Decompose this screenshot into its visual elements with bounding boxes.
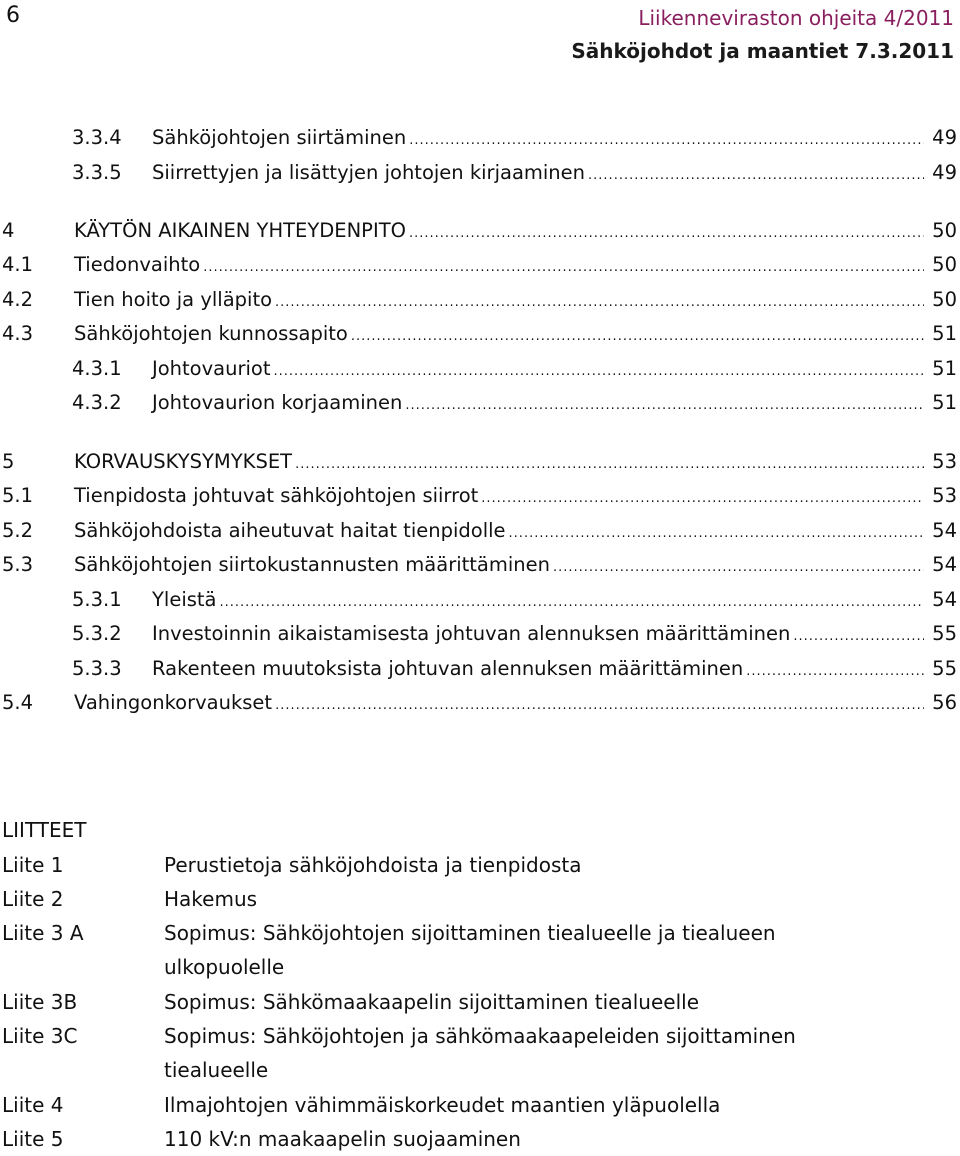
dot-leader [203,251,924,285]
toc-entry-number: 3.3.4 [72,126,122,149]
toc-entry-page: 51 [932,357,957,380]
toc-entry-number: 5.3 [2,553,34,576]
toc-entry-title: KORVAUSKYSYMYKSET [74,450,293,473]
appendix-label: Liite 3C [2,1024,78,1048]
dot-leader [295,448,924,482]
toc-entry-page: 51 [932,322,957,345]
toc-entry-page: 49 [932,126,957,149]
toc-entry[interactable] [0,317,957,351]
toc-entry-title: Sähköjohdoista aiheutuvat haitat tienpidolle [74,519,506,542]
toc-entry-page: 51 [932,391,957,414]
running-header [571,2,954,68]
toc-entry-number: 4.1 [2,253,34,276]
publication-title: Liikenneviraston ohjeita 4/2011 [638,6,954,30]
dot-leader [275,689,924,723]
dot-leader [220,586,925,620]
appendix-description: Perustietoja sähköjohdoista ja tienpidosta [164,853,582,877]
dot-leader [351,320,924,354]
toc-entry[interactable] [0,445,957,479]
toc-entry[interactable] [0,583,957,617]
toc-entry-title: Sähköjohtojen kunnossapito [74,322,348,345]
appendices-heading: LIITTEET [2,818,87,842]
toc-entry-page: 56 [932,691,957,714]
toc-entry-title: Rakenteen muutoksista johtuvan alennuksen määrittäminen [152,657,744,680]
dot-leader [746,655,924,689]
appendix-description: Sopimus: Sähkömaakaapelin sijoittaminen tiealueelle [164,990,700,1014]
toc-entry-number: 5.4 [2,691,34,714]
toc-entry-page: 53 [932,484,957,507]
dot-leader [509,517,924,551]
toc-entry[interactable] [0,214,957,248]
appendix-description: Sopimus: Sähköjohtojen sijoittaminen tiealueelle ja tiealueen ulkopuolelle [164,921,776,979]
toc-entry-title: Tien hoito ja ylläpito [74,288,273,311]
toc-entry-page: 50 [932,219,957,242]
dot-leader [405,389,924,423]
appendix-label: Liite 2 [2,887,64,911]
toc-entry-page: 50 [932,288,957,311]
toc-entry[interactable] [0,352,957,386]
dot-leader [481,482,924,516]
toc-entry-title: Investoinnin aikaistamisesta johtuvan alennuksen määrittäminen [152,622,791,645]
dot-leader [793,620,924,654]
toc-entry-number: 5.3.3 [72,657,122,680]
toc-entry-page: 54 [932,588,957,611]
appendix-label: Liite 3B [2,990,78,1014]
toc-entry-title: Yleistä [152,588,217,611]
toc-entry-title: Vahingonkorvaukset [74,691,273,714]
dot-leader [409,124,924,158]
document-title: Sähköjohdot ja maantiet 7.3.2011 [571,39,954,63]
appendix-description: Ilmajohtojen vähimmäiskorkeudet maantien yläpuolella [164,1093,721,1117]
toc-entry-number: 5.1 [2,484,34,507]
toc-entry-number: 4.3 [2,322,34,345]
appendix-label: Liite 4 [2,1093,64,1117]
toc-entry-page: 53 [932,450,957,473]
toc-entry-title: Tienpidosta johtuvat sähköjohtojen siirrot [74,484,479,507]
appendix-description: Hakemus [164,887,258,911]
toc-entry-number: 5.3.2 [72,622,122,645]
toc-entry-number: 3.3.5 [72,161,122,184]
toc-entry-number: 5 [2,450,15,473]
page-number: 6 [6,3,20,28]
toc-entry-title: Johtovauriot [152,357,271,380]
toc-entry-page: 55 [932,622,957,645]
appendix-label: Liite 5 [2,1127,64,1151]
toc-entry-number: 4.2 [2,288,34,311]
toc-entry[interactable] [0,386,957,420]
dot-leader [275,286,924,320]
toc-entry[interactable] [0,479,957,513]
toc-entry-page: 50 [932,253,957,276]
toc-entry-number: 4.3.1 [72,357,122,380]
toc-entry[interactable] [0,248,957,282]
toc-entry-number: 4 [2,219,15,242]
dot-leader [553,551,924,585]
toc-entry[interactable] [0,514,957,548]
toc-entry-title: Siirrettyjen ja lisättyjen johtojen kirjaaminen [152,161,586,184]
toc-entry-title: Sähköjohtojen siirtokustannusten määrittäminen [74,553,550,576]
toc-entry[interactable] [0,686,957,720]
dot-leader [588,159,924,193]
toc-entry[interactable] [0,548,957,582]
toc-entry-page: 49 [932,161,957,184]
toc-entry-number: 5.2 [2,519,34,542]
dot-leader [273,355,924,389]
toc-entry[interactable] [0,283,957,317]
toc-entry-number: 5.3.1 [72,588,122,611]
appendix-description: 110 kV:n maakaapelin suojaaminen [164,1127,521,1151]
toc-entry-page: 54 [932,553,957,576]
toc-entry[interactable] [0,652,957,686]
toc-entry-page: 54 [932,519,957,542]
toc-entry-title: KÄYTÖN AIKAINEN YHTEYDENPITO [74,219,406,242]
toc-entry-page: 55 [932,657,957,680]
toc-entry[interactable] [0,121,957,155]
toc-entry[interactable] [0,156,957,190]
toc-entry-title: Tiedonvaihto [74,253,201,276]
appendix-description: Sopimus: Sähköjohtojen ja sähkömaakaapeleiden sijoittaminen tiealueelle [164,1024,796,1082]
toc-entry-title: Johtovaurion korjaaminen [152,391,403,414]
appendix-label: Liite 3 A [2,921,84,945]
dot-leader [409,217,924,251]
toc-entry-title: Sähköjohtojen siirtäminen [152,126,407,149]
toc-entry[interactable] [0,617,957,651]
appendix-label: Liite 1 [2,853,64,877]
toc-entry-number: 4.3.2 [72,391,122,414]
